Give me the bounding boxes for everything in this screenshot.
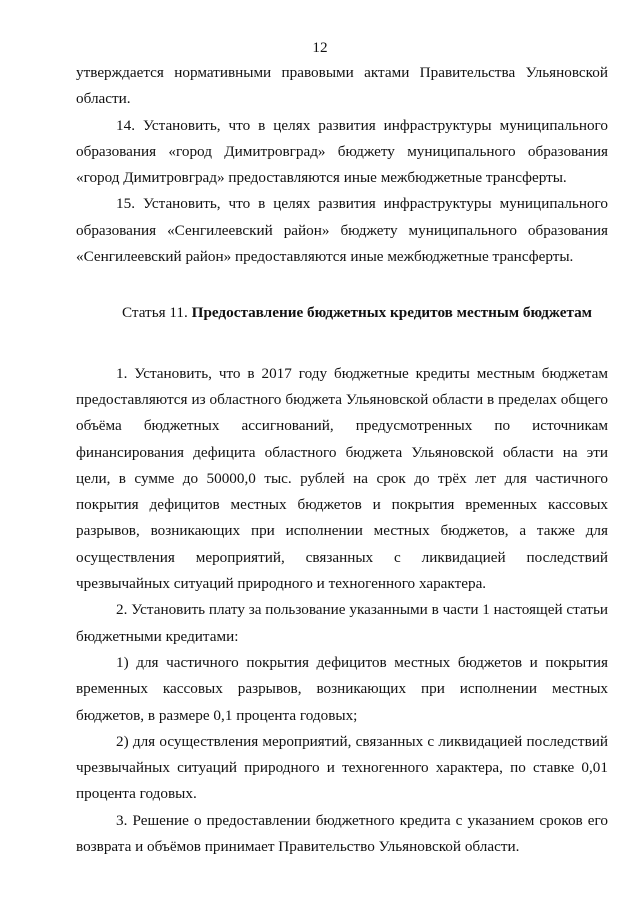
article-subitem-1: 1) для частичного покрытия дефицитов местных бюджетов и покрытия временных кассовых разрывов, возникающих при исполнении местных бюджетов, в размере 0,1 процента годовых; <box>76 653 608 724</box>
article-paragraph-2: 2. Установить плату за пользование указанными в части 1 настоящей статьи бюджетными кредитами: <box>76 601 608 645</box>
article-paragraph-1: 1. Установить, что в 2017 году бюджетные кредиты местным бюджетам предоставляются из областного бюджета Ульяновской области в пределах общего объёма бюджетных ассигнований, предусмотренных по источникам финансирования дефицита областного бюджета Ульяновской области на эти цели, в сумме до 50000,0 тыс. рублей на срок до трёх лет для частичного покрытия дефицитов местных бюджетов и покрытия временных кассовых разрывов, возникающих при исполнении местных бюджетов, а также для осуществления мероприятий, связанных с ликвидацией последствий чрезвычайных ситуаций природного и техногенного характера. <box>76 364 608 593</box>
article-number: Статья 11. <box>121 304 192 322</box>
paragraph-continuation: утверждается нормативными правовыми актами Правительства Ульяновской области. <box>76 64 608 108</box>
page-number: 12 <box>312 39 328 56</box>
article-heading <box>76 300 608 326</box>
paragraph-14: 14. Установить, что в целях развития инфраструктуры муниципального образования «город Димитровград» бюджету муниципального образования «город Димитровград» предоставляются иные межбюджетные трансферты. <box>76 116 608 187</box>
article-title: Предоставление бюджетных кредитов местным бюджетам <box>191 304 593 322</box>
article-subitem-2: 2) для осуществления мероприятий, связанных с ликвидацией последствий чрезвычайных ситуаций природного и техногенного характера, по ставке 0,01 процента годовых. <box>76 732 608 803</box>
article-paragraph-3: 3. Решение о предоставлении бюджетного кредита с указанием сроков его возврата и объёмов принимает Правительство Ульяновской области. <box>76 811 608 856</box>
paragraph-15: 15. Установить, что в целях развития инфраструктуры муниципального образования «Сенгилеевский район» бюджету муниципального образования «Сенгилеевский район» предоставляются иные межбюджетные трансферты. <box>76 195 608 266</box>
document-body <box>76 60 608 860</box>
